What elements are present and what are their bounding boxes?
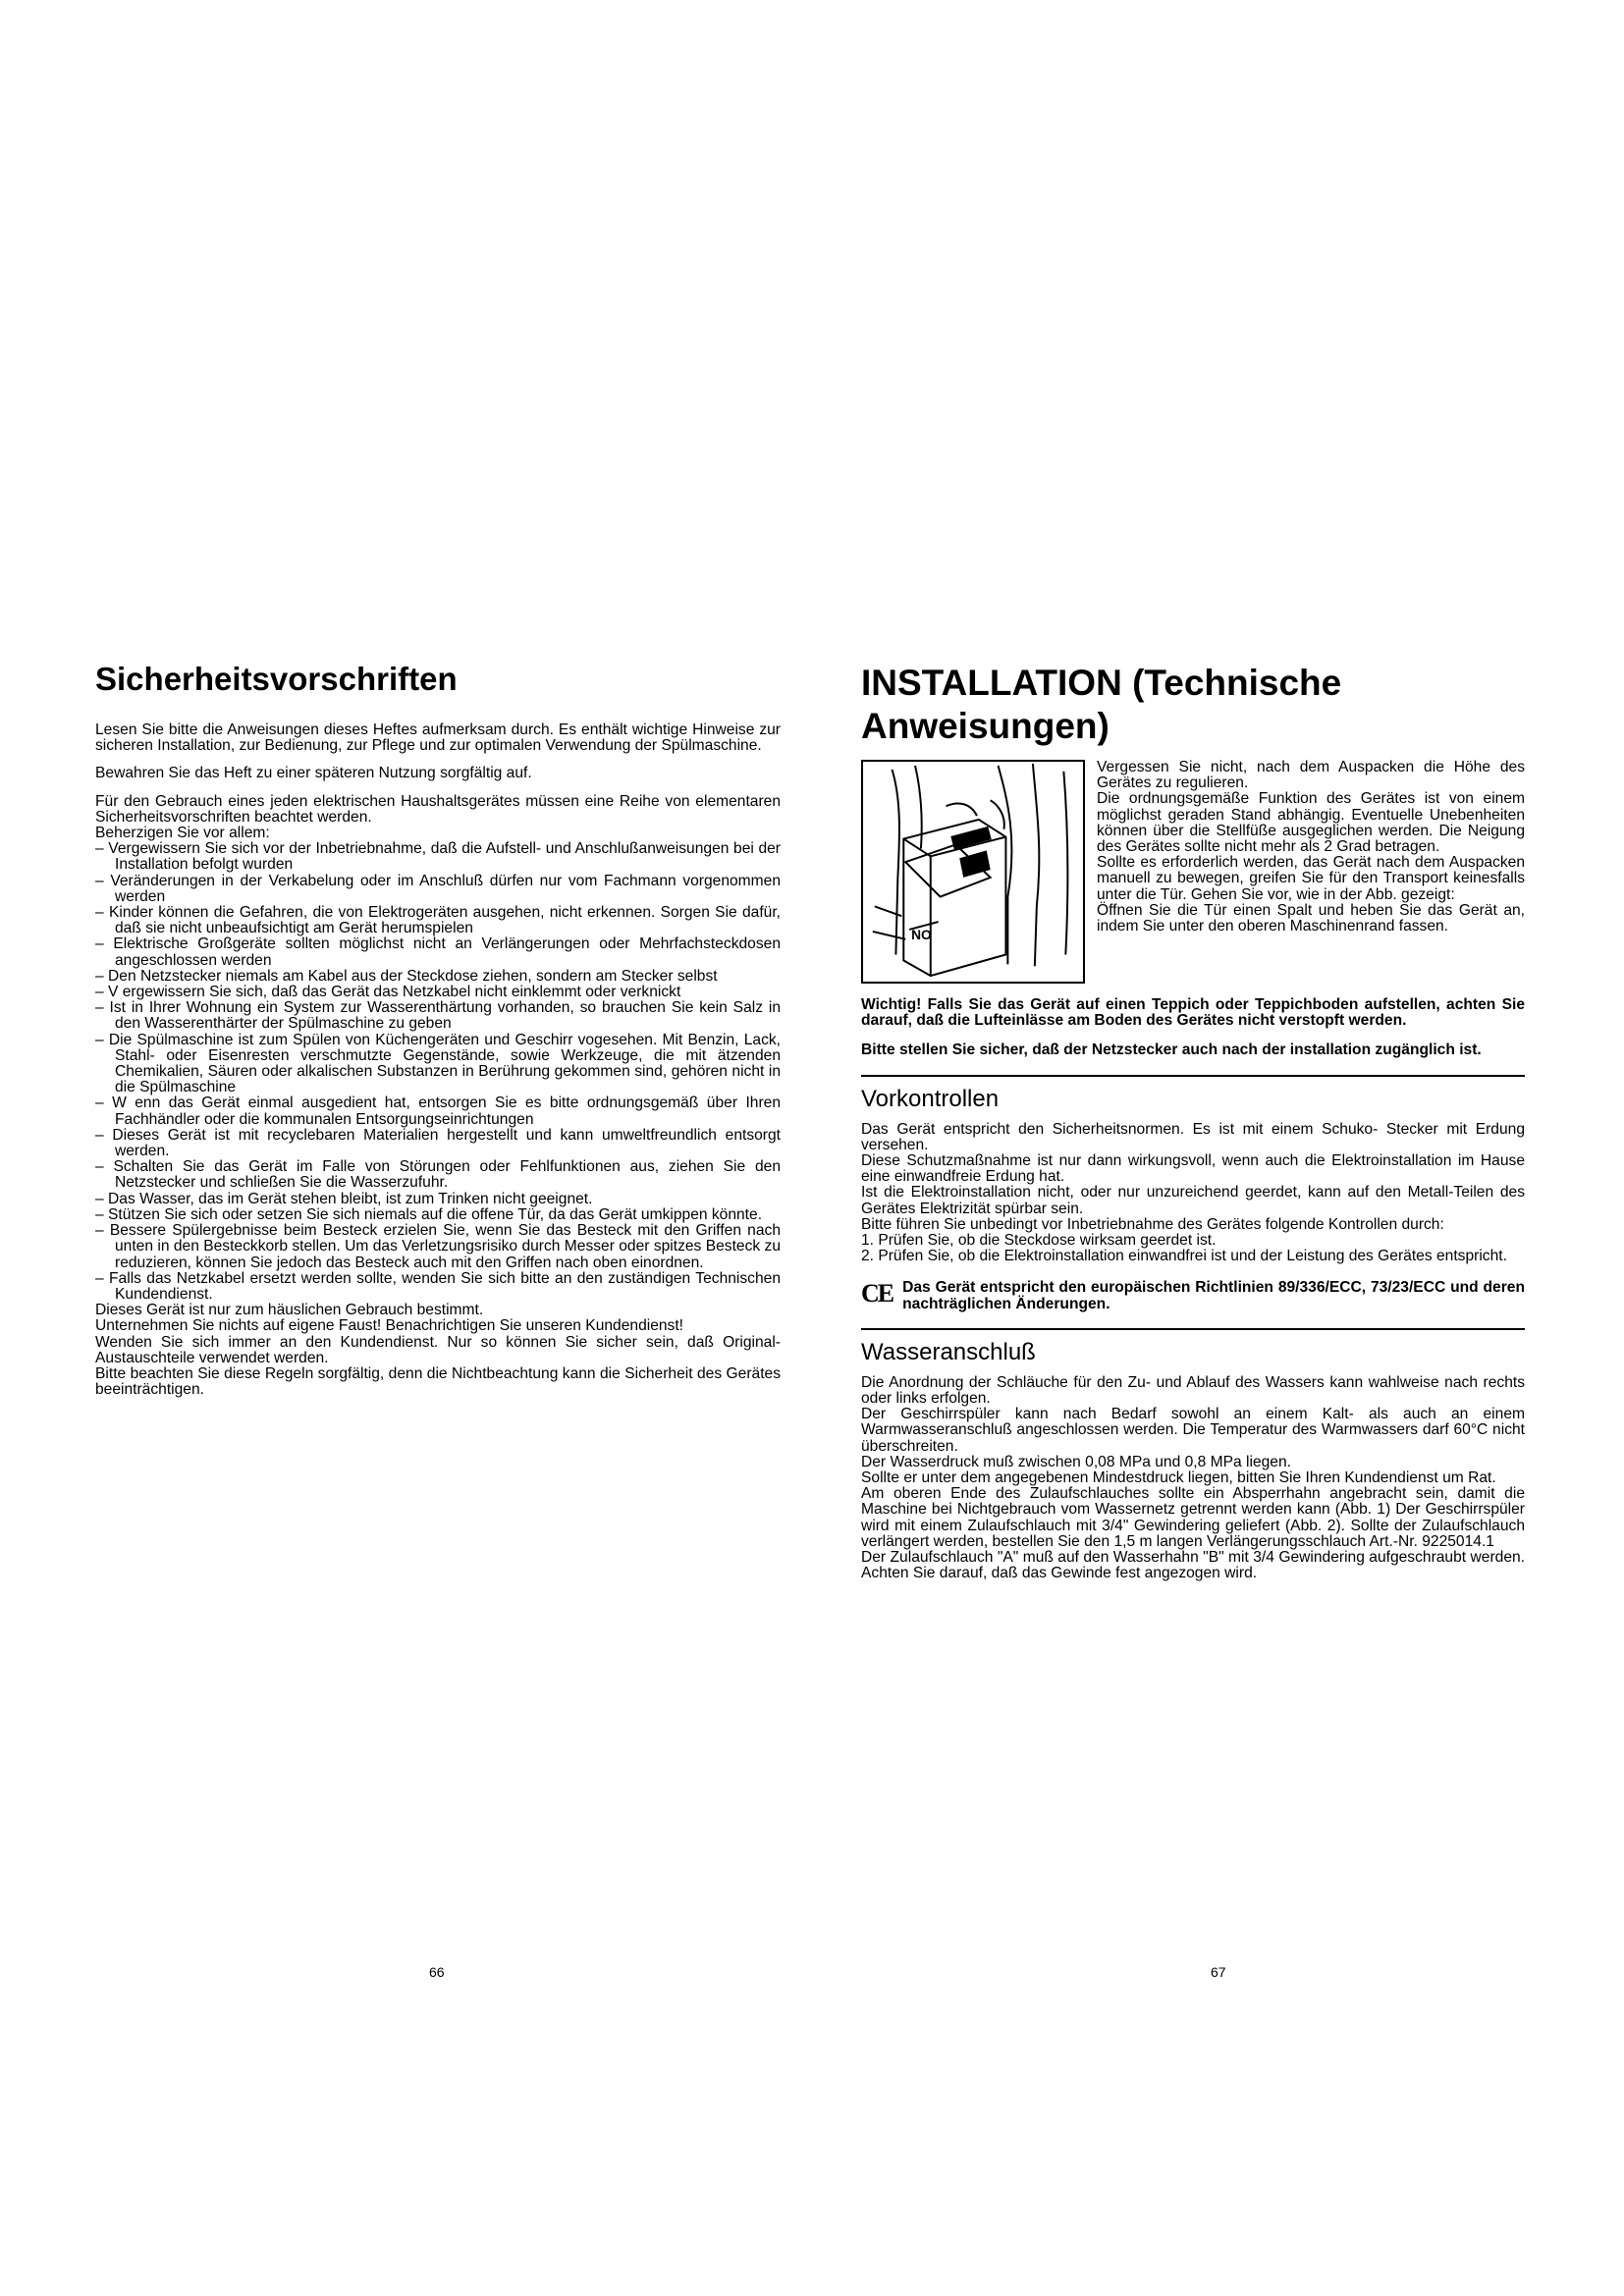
intro-paragraph: Lesen Sie bitte die Anweisungen dieses Heftes aufmerksam durch. Es enthält wichtige Hinweise zur sicheren Installation, zur Bedienung, zur Pflege und zur optimalen Verwendung der Spülmaschine.: [95, 721, 781, 755]
right-page: [861, 662, 1525, 1581]
list-item: – V ergewissern Sie sich, daß das Gerät das Netzkabel nicht einklemmt oder verknickt: [95, 984, 681, 1001]
no-diy-paragraph: Unternehmen Sie nichts auf eigene Faust! Benachrichtigen Sie unseren Kundendienst!: [95, 1317, 684, 1335]
intro-line: Die ordnungsgemäße Funktion des Gerätes ist von einem möglichst geraden Stand abhängig. Eventuelle Unebenheiten können über die Stellfüße ausgeglichen werden. Die Neigung des Gerätes sollte nicht mehr als 2 Grad betragen.: [1097, 790, 1525, 856]
list-item: – Veränderungen in der Verkabelung oder im Anschluß dürfen nur vom Fachmann vorgenommen werden: [95, 872, 781, 905]
lifting-drawing: [863, 762, 1083, 982]
check-item: 1. Prüfen Sie, ob die Steckdose wirksam geerdet ist.: [861, 1232, 1217, 1250]
paragraph: Sollte er unter dem angegebenen Mindestdruck liegen, bitten Sie Ihren Kundendienst um Rat.: [861, 1469, 1496, 1487]
lifting-illustration: [861, 760, 1085, 984]
installation-intro: [1097, 760, 1525, 984]
plug-access-warning: Bitte stellen Sie sicher, daß der Netzstecker auch nach der installation zugänglich ist.: [861, 1041, 1482, 1059]
page-number-right: 67: [1211, 1964, 1226, 1980]
paragraph: Ist die Elektroinstallation nicht, oder nur unzureichend geerdet, kann auf den Metall-Teilen des Gerätes Elektrizität spürbar sein.: [861, 1184, 1525, 1217]
list-item: – Schalten Sie das Gerät im Falle von Störungen oder Fehlfunktionen aus, ziehen Sie den Netzstecker und schließen Sie die Wasserzufuhr.: [95, 1158, 781, 1192]
list-item: – Das Wasser, das im Gerät stehen bleibt, ist zum Trinken nicht geeignet.: [95, 1190, 593, 1207]
figure-no-label: NO: [911, 927, 932, 942]
list-item: – Vergewissern Sie sich vor der Inbetriebnahme, daß die Aufstell- und Anschlußanweisungen bei der Installation befolgt wurden: [95, 840, 781, 874]
list-item: – Falls das Netzkabel ersetzt werden sollte, wenden Sie sich bitte an den zuständigen Technischen Kundendienst.: [95, 1269, 781, 1303]
page-number-left: 66: [429, 1964, 445, 1980]
paragraph: Der Wasserdruck muß zwischen 0,08 MPa und 0,8 MPa liegen.: [861, 1453, 1291, 1470]
ce-declaration: [861, 1280, 1525, 1311]
list-item: – W enn das Gerät einmal ausgedient hat, entsorgen Sie es bitte ordnungsgemäß über Ihren Fachhändler oder die kommunalen Entsorgungseinrichtungen: [95, 1095, 781, 1128]
vorkontrollen-body: [861, 1122, 1525, 1265]
safety-list: [95, 841, 781, 1303]
household-use-paragraph: Dieses Gerät ist nur zum häuslichen Gebrauch bestimmt.: [95, 1302, 484, 1319]
ce-text: Das Gerät entspricht den europäischen Richtlinien 89/336/ECC, 73/23/ECC und deren nachträglichen Änderungen.: [902, 1279, 1525, 1312]
list-item: – Kinder können die Gefahren, die von Elektrogeräten ausgehen, nicht erkennen. Sorgen Sie dafür, daß sie nicht unbeaufsichtigt am Gerät herumspielen: [95, 904, 781, 937]
safety-rules-paragraph: Für den Gebrauch eines jeden elektrischen Haushaltsgerätes müssen eine Reihe von elementaren Sicherheitsvorschriften beachtet werden.: [95, 792, 781, 826]
ce-mark-icon: CE: [861, 1279, 893, 1308]
paragraph: Bitte führen Sie unbedingt vor Inbetriebnahme des Gerätes folgende Kontrollen durch:: [861, 1215, 1444, 1233]
paragraph: Der Geschirrspüler kann nach Bedarf sowohl an einem Kalt- als auch an einem Warmwasseranschluß angeschlossen werden. Die Temperatur des Warmwassers darf 60°C nicht überschreiten.: [861, 1406, 1525, 1455]
section-title-wasseranschluss: Wasseranschluß: [861, 1328, 1525, 1367]
list-item: – Bessere Spülergebnisse beim Besteck erzielen Sie, wenn Sie das Besteck mit den Griffen nach unten in den Besteckkorb stellen. Um das Verletzungsrisiko durch Messer oder spitzes Besteck zu reduzieren, können Sie jedoch das Besteck auch mit den Griffen nach oben einordnen.: [95, 1222, 781, 1271]
intro-line: Sollte es erforderlich werden, das Gerät nach dem Auspacken manuell zu bewegen, greifen Sie für den Transport keinesfalls unter die Tür. Gehen Sie vor, wie in der Abb. gezeigt:: [1097, 854, 1525, 903]
paragraph: Diese Schutzmaßnahme ist nur dann wirkungsvoll, wenn auch die Elektroinstallation im Hause eine einwandfreie Erdung hat.: [861, 1152, 1525, 1186]
paragraph: Am oberen Ende des Zulaufschlauches sollte ein Absperrhahn angebracht sein, damit die Maschine bei Nichtgebrauch vom Wassernetz getrennt werden kann (Abb. 1) Der Geschirrspüler wird mit einem Zulaufschlauch mit 3/4" Gewindering geliefert (Abb. 2). Sollte der Zulaufschlauch verlängert werden, bestellen Sie den 1,5 m langen Verlängerungsschlauch Art.-Nr. 9225014.1: [861, 1485, 1525, 1550]
keep-booklet-paragraph: Bewahren Sie das Heft zu einer späteren Nutzung sorgfältig auf.: [95, 765, 532, 782]
page-title-safety: Sicherheitsvorschriften: [95, 661, 458, 697]
service-paragraph: Wenden Sie sich immer an den Kundendienst. Nur so können Sie sicher sein, daß Original-Austauschteile verwendet werden.: [95, 1333, 781, 1366]
wasseranschluss-body: [861, 1375, 1525, 1582]
left-page: [95, 660, 781, 1398]
paragraph: Der Zulaufschlauch "A" muß auf den Wasserhahn "B" mit 3/4 Gewindering aufgeschraubt werden. Achten Sie darauf, daß das Gewinde fest angezogen wird.: [861, 1549, 1525, 1582]
list-item: – Ist in Ihrer Wohnung ein System zur Wasserenthärtung vorhanden, so brauchen Sie kein Salz in den Wasserenthärter der Spülmaschine zu geben: [95, 999, 781, 1033]
paragraph: Die Anordnung der Schläuche für den Zu- und Ablauf des Wassers kann wahlweise nach rechts oder links erfolgen.: [861, 1373, 1525, 1408]
intro-line: Vergessen Sie nicht, nach dem Auspacken die Höhe des Gerätes zu regulieren.: [1097, 759, 1525, 792]
paragraph: Das Gerät entspricht den Sicherheitsnormen. Es ist mit einem Schuko- Stecker mit Erdung versehen.: [861, 1120, 1525, 1153]
section-title-vorkontrollen: Vorkontrollen: [861, 1075, 1525, 1114]
intro-line: Öffnen Sie die Tür einen Spalt und heben Sie das Gerät an, indem Sie unter den oberen Maschinenrand fassen.: [1097, 901, 1525, 935]
heed-above-all: Beherzigen Sie vor allem:: [95, 825, 270, 842]
list-item: – Stützen Sie sich oder setzen Sie sich niemals auf die offene Tür, da das Gerät umkippen könnte.: [95, 1205, 763, 1223]
page-title-installation: INSTALLATION (Technische Anweisungen): [861, 663, 1342, 746]
list-item: – Den Netzstecker niemals am Kabel aus der Steckdose ziehen, sondern am Stecker selbst: [95, 967, 718, 985]
check-item: 2. Prüfen Sie, ob die Elektroinstallation einwandfrei ist und der Leistung des Gerätes entspricht.: [861, 1248, 1507, 1265]
list-item: – Die Spülmaschine ist zum Spülen von Küchengeräten und Geschirr vogesehen. Mit Benzin, Lack, Stahl- oder Eisenresten verschmutzte Gegenstände, sowie Werkzeuge, die mit ätzenden Chemikalien, Säuren oder alkalischen Substanzen in Berührung gekommen sind, gehören nicht in die Spülmaschine: [95, 1031, 781, 1096]
list-item: – Dieses Gerät ist mit recyclebaren Materialien hergestellt und kann umweltfreundlich entsorgt werden.: [95, 1126, 781, 1160]
carpet-warning: Wichtig! Falls Sie das Gerät auf einen Teppich oder Teppichboden aufstellen, achten Sie darauf, daß die Lufteinlässe am Boden des Gerätes nicht verstopft werden.: [861, 996, 1525, 1030]
observe-rules-paragraph: Bitte beachten Sie diese Regeln sorgfältig, denn die Nichtbeachtung kann die Sicherheit des Gerätes beeinträchtigen.: [95, 1364, 781, 1399]
list-item: – Elektrische Großgeräte sollten möglichst nicht an Verlängerungen oder Mehrfachsteckdosen angeschlossen werden: [95, 935, 781, 969]
